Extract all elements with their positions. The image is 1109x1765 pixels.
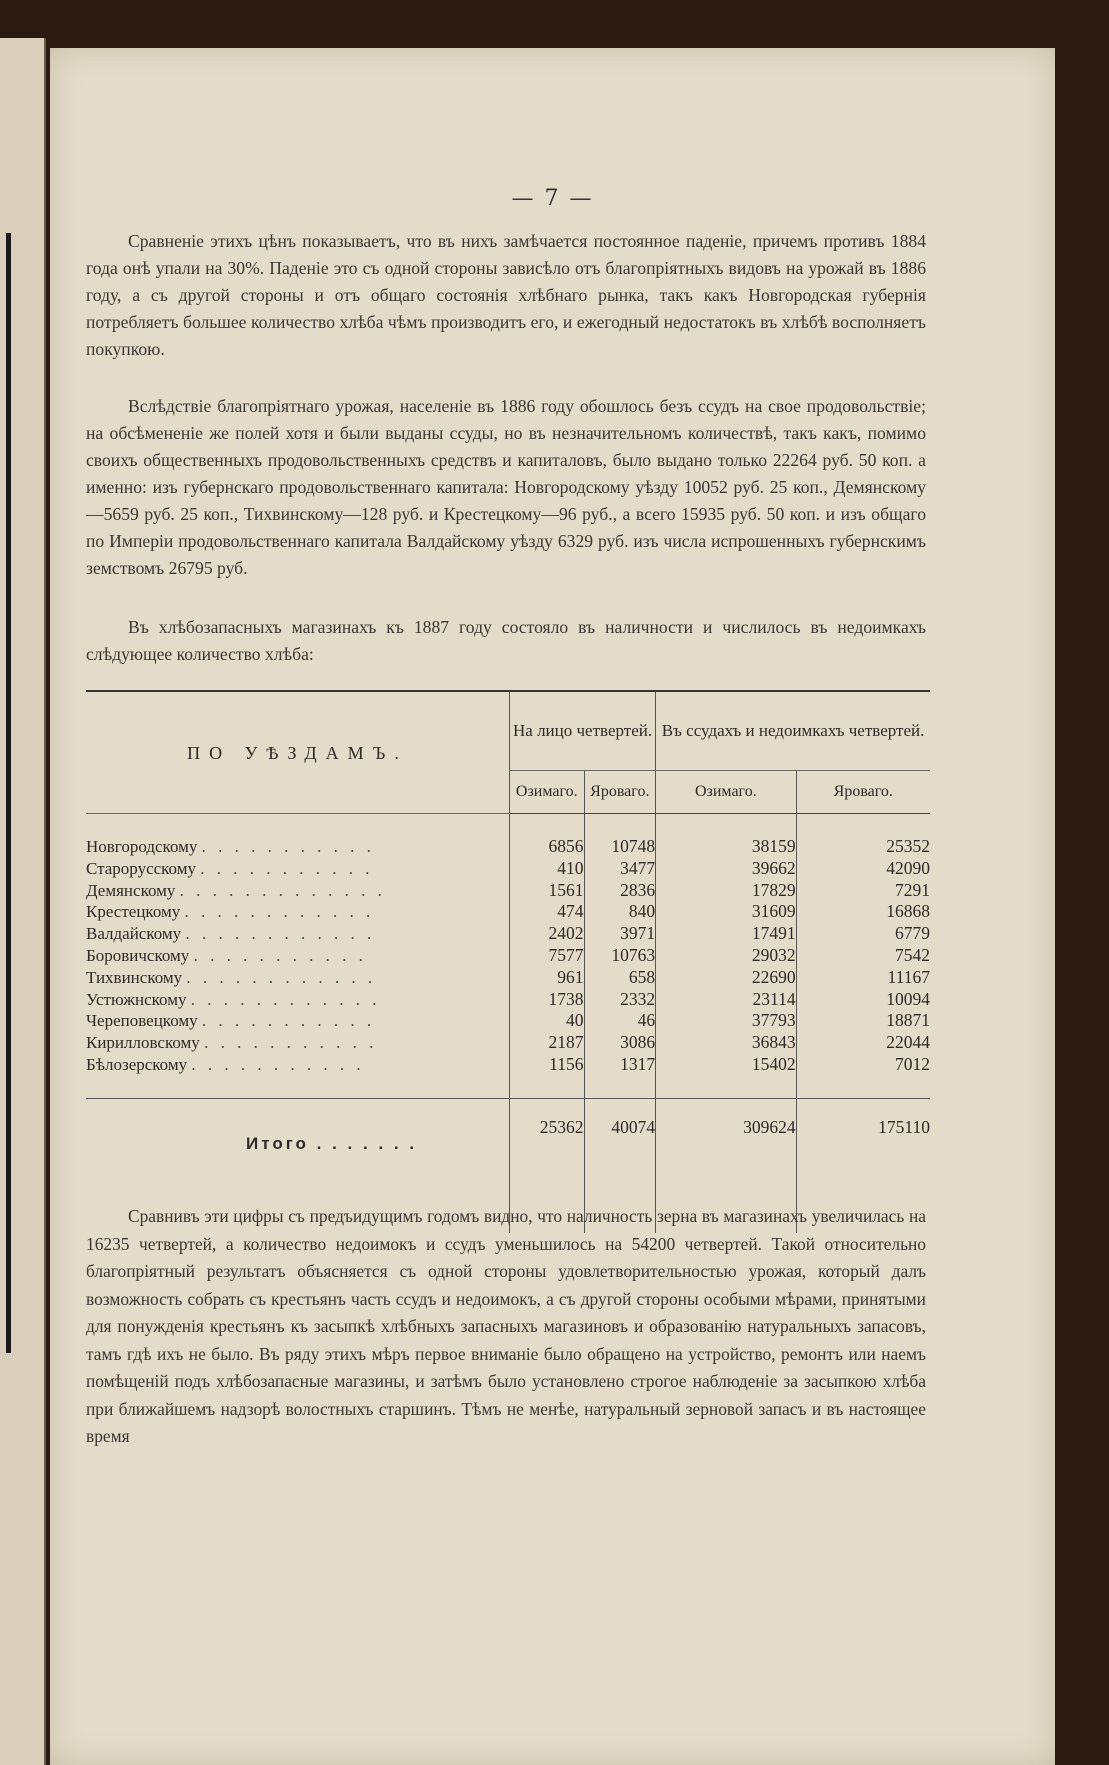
leader-dots: . . . . . . . . . . . .	[186, 967, 377, 987]
district-name	[86, 1010, 510, 1032]
document-page	[50, 48, 1055, 1765]
paragraph-harvest: Вслѣдствіе благопріятнаго урожая, населеніе въ 1886 году обошлось безъ ссудъ на свое продовольствіе; на обсѣмененіе же полей хотя и были выданы ссуды, но въ незначительномъ количествѣ, такъ какъ, помимо своихъ общественныхъ продовольственныхъ средствъ и капиталовъ, было выдано только 22264 руб. 50 коп. а именно: изъ губернскаго продовольственнаго капитала: Новгородскому уѣзду 10052 руб. 25 коп., Демянскому—5659 руб. 25 коп., Тихвинскому—128 руб. и Крестецкому—96 руб., а всего 15935 руб. 50 коп. и изъ общаго по Имперіи продовольственнаго капитала Валдайскому уѣзду 6329 руб. изъ числа испрошенныхъ губернскимъ земствомъ 26795 руб.	[86, 396, 926, 578]
paragraph-prices: Сравненіе этихъ цѣнъ показываетъ, что въ нихъ замѣчается постоянное паденіе, причемъ противъ 1884 года онѣ упали на 30%. Паденіе это съ одной стороны зависѣло отъ благопріятныхъ видовъ на урожай въ 1886 году, а съ другой стороны и отъ общаго состоянія хлѣбнаго рынка, такъ какъ Новгородская губернія потребляетъ большее количество хлѣба чѣмъ производитъ его, и ежегодный недостатокъ въ хлѣбѣ восполняетъ покупкою.	[86, 231, 926, 359]
table-cell: 36843	[656, 1032, 796, 1054]
paragraph-table-intro: Въ хлѣбозапасныхъ магазинахъ къ 1887 году состояло въ наличности и числилось въ недоимкахъ слѣдующее количество хлѣба:	[86, 617, 926, 664]
table-cell: 2332	[584, 989, 656, 1011]
table-cell: 3086	[584, 1032, 656, 1054]
table-cell: 37793	[656, 1010, 796, 1032]
table-cell: 46	[584, 1010, 656, 1032]
table-cell: 840	[584, 901, 656, 923]
table-cell: 7012	[796, 1054, 930, 1076]
table-cell: 3477	[584, 858, 656, 880]
table-cell: 22690	[656, 967, 796, 989]
table-cell: 1317	[584, 1054, 656, 1076]
table-cell: 31609	[656, 901, 796, 923]
table-row	[86, 989, 930, 1011]
table-cell: 1561	[510, 880, 585, 902]
district-label: Кирилловскому	[86, 1033, 200, 1053]
table-cell: 25352	[796, 836, 930, 858]
total-row	[86, 1098, 930, 1189]
table-cell: 3971	[584, 923, 656, 945]
district-label: Старорусскому	[86, 858, 196, 878]
district-label: Череповецкому	[86, 1011, 198, 1031]
district-label: Тихвинскому	[86, 967, 183, 987]
table-spacer	[86, 1076, 930, 1099]
leader-dots: . . . . . . . . . . . .	[185, 924, 376, 944]
table-cell: 22044	[796, 1032, 930, 1054]
table-cell: 11167	[796, 967, 930, 989]
leader-dots: . . . . . . . . . . .	[201, 1011, 376, 1031]
table-cell: 6779	[796, 923, 930, 945]
table-row	[86, 945, 930, 967]
table-header-row	[86, 691, 930, 771]
table-cell: 7542	[796, 945, 930, 967]
table-cell: 2836	[584, 880, 656, 902]
column-header-districts: ПО УѢЗДАМЪ.	[86, 691, 510, 814]
leader-dots: . . . . . . . . . . .	[204, 1033, 378, 1053]
district-name	[86, 989, 510, 1011]
district-label: Бѣлозерскому	[86, 1054, 188, 1074]
table-row	[86, 967, 930, 989]
district-name	[86, 967, 510, 989]
table-cell: 10748	[584, 836, 656, 858]
total-cell: 40074	[584, 1098, 656, 1189]
leader-dots: . . . . . . . . . . . . .	[179, 880, 386, 900]
total-label: Итого . . . . . . .	[86, 1098, 510, 1189]
leader-dots: . . . . . . . . . . .	[201, 837, 375, 856]
table-cell: 29032	[656, 945, 796, 967]
facing-page-mark	[6, 233, 11, 1353]
table-row	[86, 858, 930, 880]
district-label: Демянскому	[86, 880, 176, 900]
total-cell: 25362	[510, 1098, 585, 1189]
table-cell: 2402	[510, 923, 585, 945]
subheader-spring-2: Яроваго.	[796, 771, 930, 814]
table-row	[86, 1010, 930, 1032]
leader-dots: . . . . . . . . . . . .	[190, 989, 381, 1009]
total-cell: 309624	[656, 1098, 796, 1189]
table-cell: 38159	[656, 836, 796, 858]
table-cell: 6856	[510, 836, 585, 858]
subheader-winter-1: Озимаго.	[510, 771, 585, 814]
table-row	[86, 1032, 930, 1054]
facing-page-edge	[0, 38, 46, 1765]
table-cell: 17829	[656, 880, 796, 902]
table-row	[86, 901, 930, 923]
table-cell: 1156	[510, 1054, 585, 1076]
table-cell: 10094	[796, 989, 930, 1011]
subheader-spring-1: Яроваго.	[584, 771, 656, 814]
leader-dots: . . . . . . . . . . . .	[184, 902, 375, 922]
table-cell: 474	[510, 901, 585, 923]
district-name	[86, 1054, 510, 1076]
table-cell: 7291	[796, 880, 930, 902]
table-cell: 17491	[656, 923, 796, 945]
district-name	[86, 880, 510, 902]
grain-stock-table	[86, 690, 930, 1233]
table-row	[86, 836, 930, 858]
district-name	[86, 836, 510, 858]
leader-dots: . . . . . . . . . . .	[191, 1054, 365, 1074]
district-name	[86, 858, 510, 880]
table-cell: 7577	[510, 945, 585, 967]
district-name	[86, 923, 510, 945]
district-label: Валдайскому	[86, 924, 182, 944]
leader-dots: . . . . . . . . . . .	[193, 945, 367, 965]
table-cell: 42090	[796, 858, 930, 880]
district-label: Новгородскому	[86, 837, 198, 856]
column-group-on-hand: На лицо четвертей.	[510, 691, 656, 771]
table-row	[86, 923, 930, 945]
table-cell: 18871	[796, 1010, 930, 1032]
table-cell: 658	[584, 967, 656, 989]
table-cell: 39662	[656, 858, 796, 880]
table-cell: 15402	[656, 1054, 796, 1076]
table-cell: 1738	[510, 989, 585, 1011]
total-cell: 175110	[796, 1098, 930, 1189]
district-name	[86, 1032, 510, 1054]
table-row	[86, 1054, 930, 1076]
table-cell: 16868	[796, 901, 930, 923]
district-label: Боровичскому	[86, 945, 190, 965]
table-row	[86, 880, 930, 902]
paragraph-comparison: Сравнивъ эти цифры съ предъидущимъ годомъ видно, что наличность зерна въ магазинахъ увеличилась на 16235 четвертей, а количество недоимокъ и ссудъ уменьшилось на 54200 четвертей. Такой относительно благопріятный результатъ объясняется съ одной стороны удовлетворительностью урожая, который далъ возможность собрать съ крестьянъ часть ссудъ и недоимокъ, а съ другой стороны особыми мѣрами, принятыми для понужденія крестьянъ къ засыпкѣ хлѣбныхъ запасныхъ магазиновъ и образованію натуральныхъ запасовъ, тамъ гдѣ ихъ не было. Въ ряду этихъ мѣръ первое вниманіе было обращено на устройство, ремонтъ или наемъ помѣщеній подъ хлѣбозапасные магазины, и затѣмъ было установлено строгое наблюденіе за засыпкою хлѣба при ближайшемъ надзорѣ волостныхъ старшинъ. Тѣмъ не менѣе, натуральный зерновой запасъ и въ настоящее время	[86, 1206, 926, 1446]
table-cell: 2187	[510, 1032, 585, 1054]
page-number: — 7 —	[511, 186, 594, 211]
table-cell: 23114	[656, 989, 796, 1011]
leader-dots: . . . . . . . . . . .	[200, 858, 374, 878]
table-cell: 40	[510, 1010, 585, 1032]
table-spacer	[86, 814, 930, 837]
district-label: Устюжнскому	[86, 989, 187, 1009]
table-cell: 961	[510, 967, 585, 989]
subheader-winter-2: Озимаго.	[656, 771, 796, 814]
district-name	[86, 945, 510, 967]
column-group-loans-arrears: Въ ссудахъ и недоимкахъ четвертей.	[656, 691, 930, 771]
table-cell: 410	[510, 858, 585, 880]
district-label: Крестецкому	[86, 902, 181, 922]
district-name	[86, 901, 510, 923]
table-cell: 10763	[584, 945, 656, 967]
